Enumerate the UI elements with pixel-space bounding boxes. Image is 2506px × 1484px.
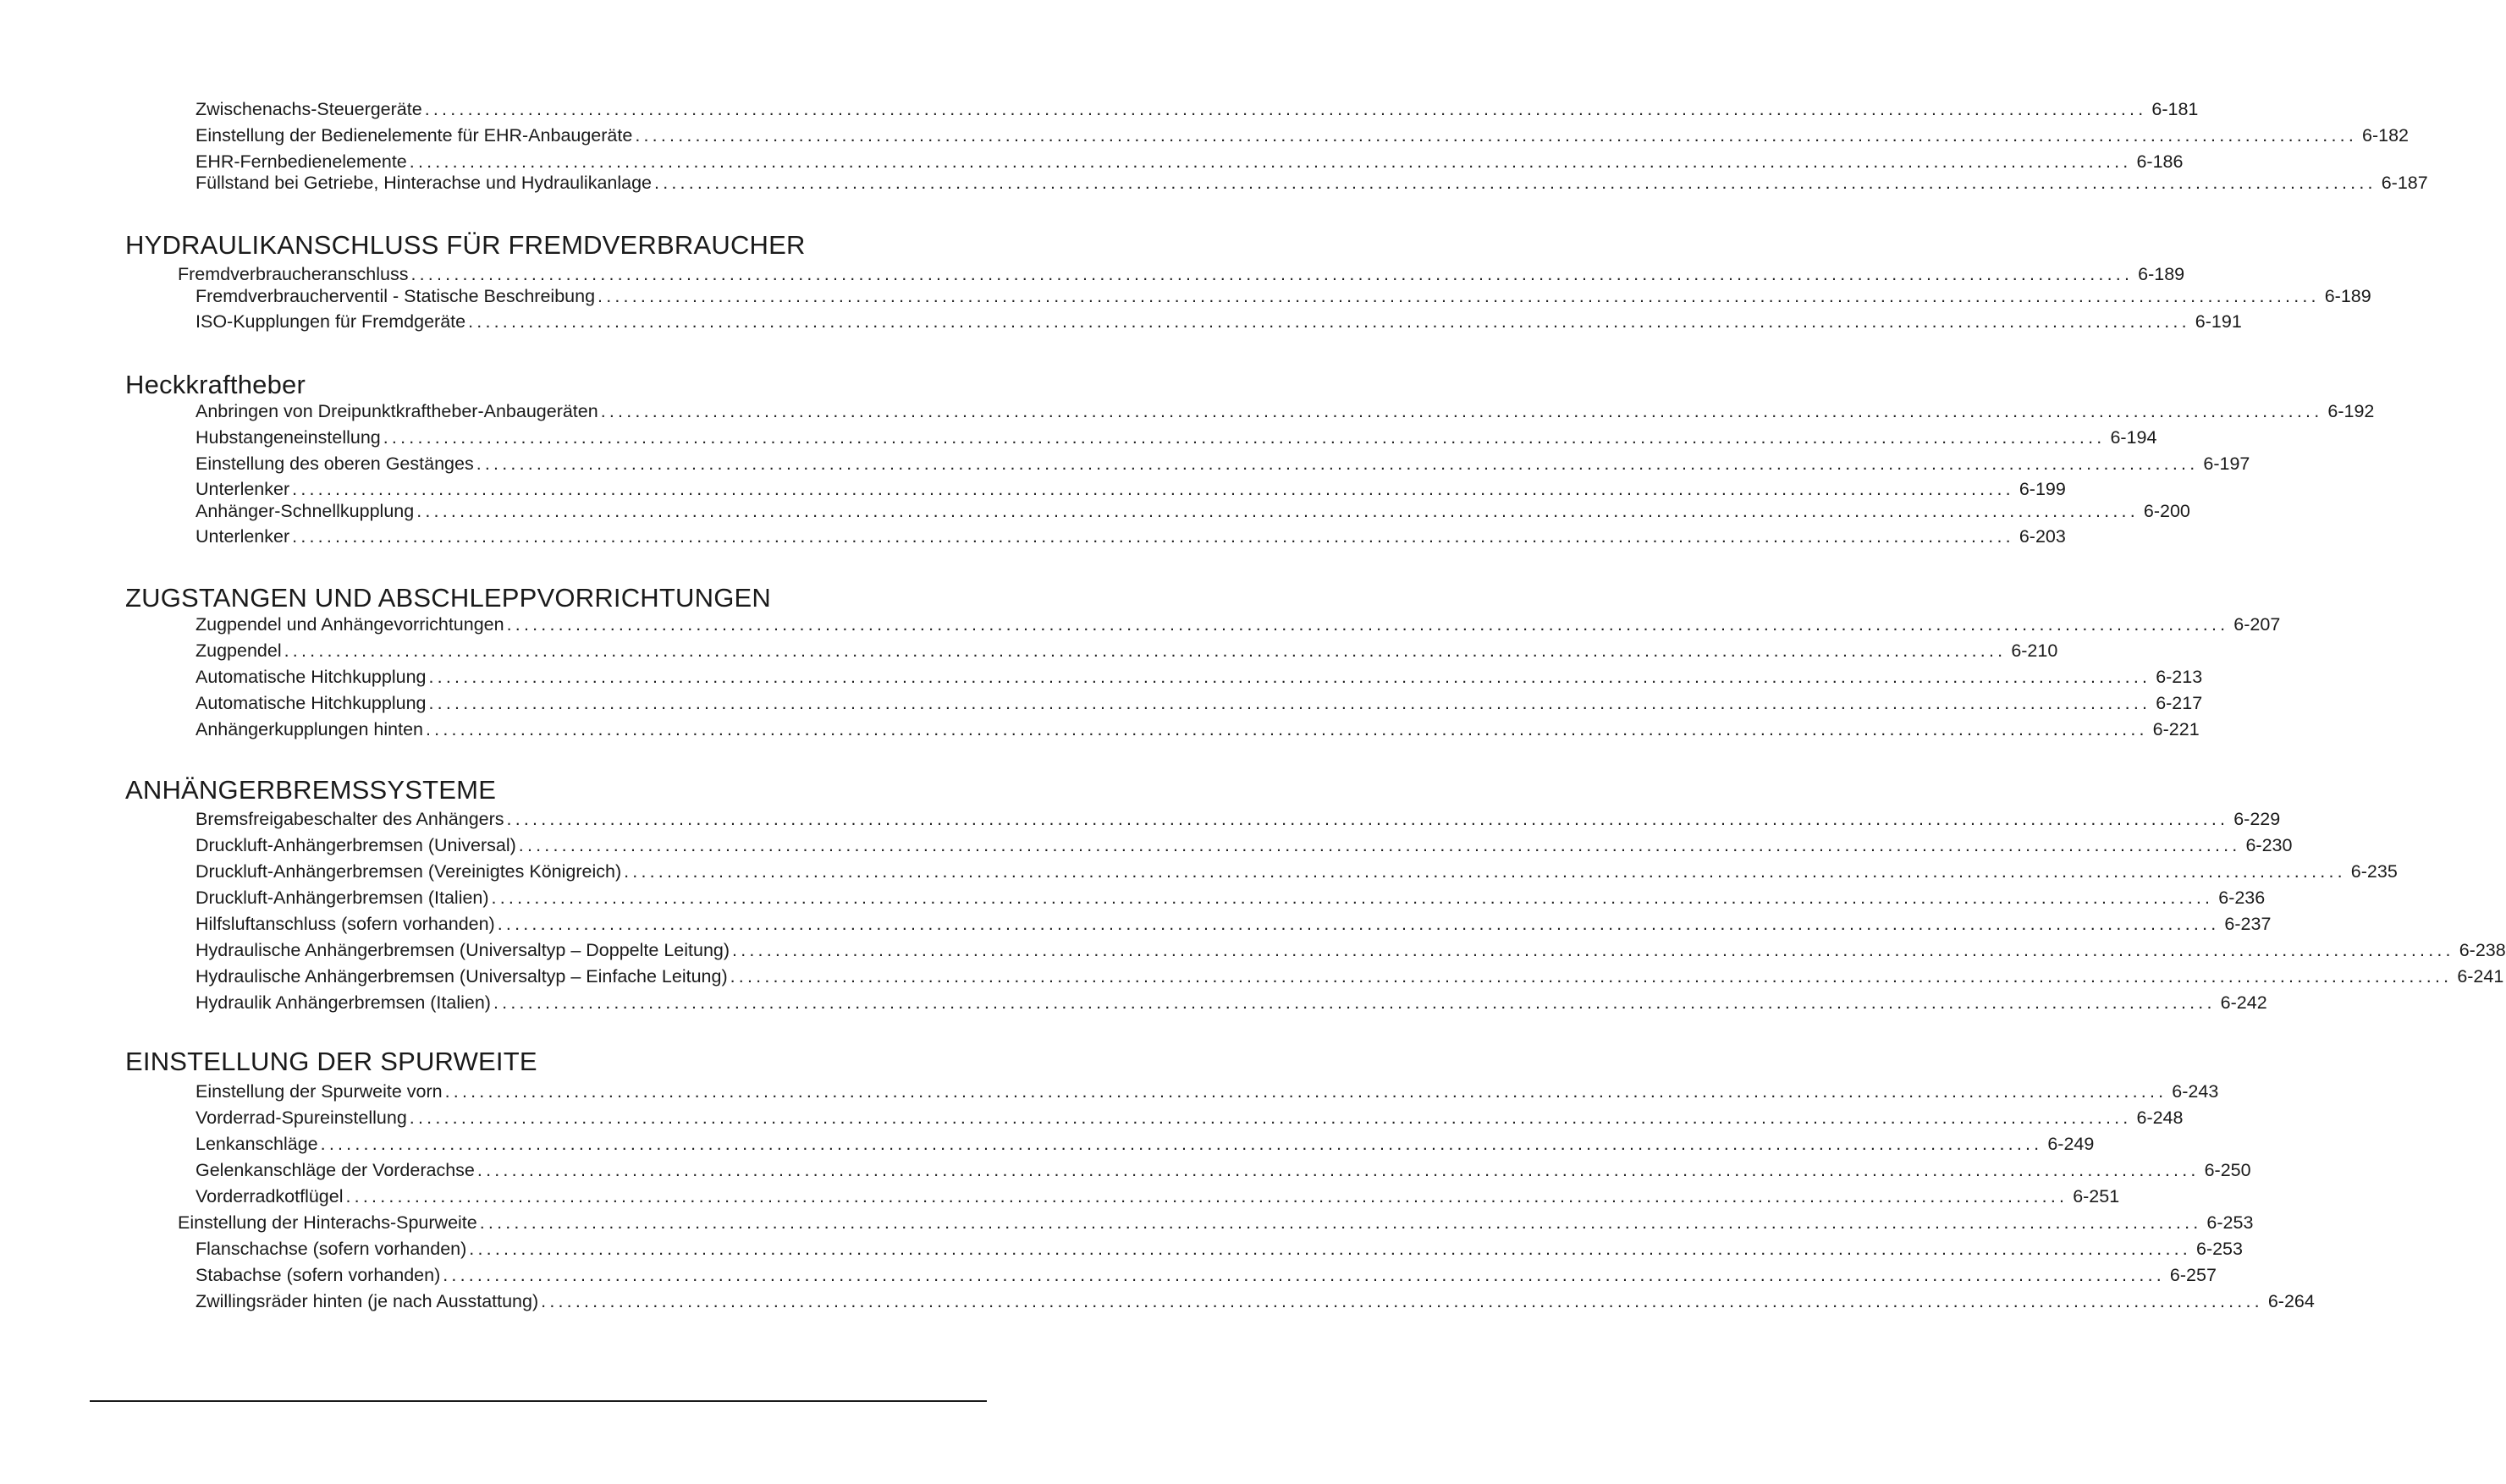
toc-entry[interactable] [196, 124, 2410, 146]
dot-leader: ........................................................................................................................................................................................................ [732, 940, 2454, 960]
toc-entry-page: 6-241 [2457, 966, 2504, 987]
dot-leader: ........................................................................................................................................................................................................ [598, 286, 2320, 306]
toc-entry-title: Druckluft-Anhängerbremsen (Vereinigtes Königreich) [196, 861, 622, 882]
toc-entry-title: Füllstand bei Getriebe, Hinterachse und Hydraulikanlage [196, 173, 653, 193]
toc-entry-title: Anbringen von Dreipunktkraftheber-Anbaugeräten [196, 401, 598, 421]
toc-entry[interactable] [196, 400, 2375, 422]
toc-entry-page: 6-187 [2381, 173, 2428, 193]
toc-entry-page: 6-181 [2151, 99, 2199, 119]
toc-entry-title: Vorderradkotflügel [196, 1186, 344, 1206]
toc-entry[interactable] [196, 939, 2506, 961]
toc-entry-page: 6-250 [2204, 1160, 2251, 1180]
toc-entry-page: 6-253 [2206, 1212, 2254, 1233]
toc-entry-title: Hydraulische Anhängerbremsen (Universaltyp – Doppelte Leitung) [196, 940, 730, 960]
toc-entry-title: Bremsfreigabeschalter des Anhängers [196, 809, 504, 829]
dot-leader: ........................................................................................................................................................................................................ [654, 173, 2377, 193]
toc-entry-page: 6-238 [2459, 940, 2506, 960]
toc-entry[interactable] [196, 718, 2200, 740]
toc-entry-title: Einstellung der Hinterachs-Spurweite [178, 1212, 477, 1233]
toc-entry-page: 6-217 [2156, 693, 2203, 713]
toc-entry-title: Hilfsluftanschluss (sofern vorhanden) [196, 914, 495, 934]
toc-entry-title: Automatische Hitchkupplung [196, 667, 427, 687]
toc-entry-title: Druckluft-Anhängerbremsen (Universal) [196, 835, 516, 855]
dot-leader: ........................................................................................................................................................................................................ [409, 1108, 2132, 1128]
toc-entry-page: 6-197 [2203, 453, 2250, 474]
toc-entry-title: Hydraulische Anhängerbremsen (Universaltyp – Einfache Leitung) [196, 966, 728, 987]
toc-entry-page: 6-189 [2324, 286, 2371, 306]
dot-leader: ........................................................................................................................................................................................................ [416, 501, 2139, 521]
toc-entry-title: Zwischenachs-Steuergeräte [196, 99, 422, 119]
toc-entry[interactable] [196, 1238, 2243, 1260]
toc-entry-page: 6-199 [2019, 479, 2066, 499]
toc-entry[interactable] [196, 172, 2428, 194]
toc-entry[interactable] [196, 453, 2250, 475]
toc-entry[interactable] [196, 525, 2066, 547]
toc-entry-title: Vorderrad-Spureinstellung [196, 1108, 407, 1128]
toc-entry-title: Einstellung der Spurweite vorn [196, 1081, 443, 1102]
dot-leader: ........................................................................................................................................................................................................ [479, 1212, 2202, 1233]
dot-leader: ........................................................................................................................................................................................................ [424, 99, 2147, 119]
toc-entry-title: Hydraulik Anhängerbremsen (Italien) [196, 992, 491, 1013]
toc-entry[interactable] [196, 992, 2267, 1014]
toc-entry-title: Zugpendel [196, 640, 282, 661]
dot-leader: ........................................................................................................................................................................................................ [469, 1239, 2191, 1259]
dot-leader: ........................................................................................................................................................................................................ [292, 526, 2014, 547]
toc-entry[interactable] [196, 1185, 2120, 1207]
toc-entry[interactable] [196, 834, 2293, 856]
toc-entry-page: 6-264 [2267, 1291, 2315, 1311]
dot-leader: ........................................................................................................................................................................................................ [410, 264, 2134, 284]
section-heading: ANHÄNGERBREMSSYSTEME [125, 775, 497, 805]
toc-entry-title: Druckluft-Anhängerbremsen (Italien) [196, 888, 489, 908]
toc-entry-title: EHR-Fernbedienelemente [196, 151, 407, 172]
dot-leader: ........................................................................................................................................................................................................ [444, 1081, 2167, 1102]
toc-entry[interactable] [196, 1264, 2217, 1286]
toc-entry[interactable] [196, 640, 2058, 662]
toc-entry[interactable] [178, 263, 2185, 285]
dot-leader: ........................................................................................................................................................................................................ [506, 614, 2229, 635]
toc-entry-page: 6-257 [2169, 1265, 2217, 1285]
toc-entry[interactable] [196, 808, 2281, 830]
toc-entry-title: Automatische Hitchkupplung [196, 693, 427, 713]
toc-entry-title: Anhänger-Schnellkupplung [196, 501, 415, 521]
dot-leader: ........................................................................................................................................................................................................ [518, 835, 2241, 855]
dot-leader: ........................................................................................................................................................................................................ [428, 667, 2151, 687]
footer-rule [90, 1400, 987, 1402]
toc-entry-page: 6-221 [2152, 719, 2200, 739]
toc-entry[interactable] [196, 151, 2184, 173]
toc-entry[interactable] [178, 1212, 2254, 1234]
toc-entry-page: 6-248 [2136, 1108, 2184, 1128]
toc-entry-page: 6-235 [2350, 861, 2398, 882]
dot-leader: ........................................................................................................................................................................................................ [600, 401, 2323, 421]
toc-entry[interactable] [196, 311, 2242, 333]
toc-entry-title: Fremdverbraucheranschluss [178, 264, 409, 284]
dot-leader: ........................................................................................................................................................................................................ [635, 125, 2358, 146]
toc-entry-title: Anhängerkupplungen hinten [196, 719, 423, 739]
dot-leader: ........................................................................................................................................................................................................ [624, 861, 2346, 882]
toc-entry-title: Unterlenker [196, 526, 290, 547]
toc-entry-page: 6-203 [2019, 526, 2066, 547]
toc-entry[interactable] [196, 1107, 2184, 1129]
toc-entry[interactable] [196, 98, 2199, 120]
toc-entry-page: 6-213 [2156, 667, 2203, 687]
toc-entry-page: 6-236 [2218, 888, 2266, 908]
toc-entry-title: Gelenkanschläge der Vorderachse [196, 1160, 475, 1180]
toc-entry[interactable] [196, 1080, 2219, 1102]
section-heading: EINSTELLUNG DER SPURWEITE [125, 1047, 537, 1076]
section-heading: ZUGSTANGEN UND ABSCHLEPPVORRICHTUNGEN [125, 583, 771, 613]
toc-entry-title: Lenkanschläge [196, 1134, 318, 1154]
dot-leader: ........................................................................................................................................................................................................ [292, 479, 2014, 499]
toc-entry[interactable] [196, 1290, 2315, 1312]
toc-entry[interactable] [196, 478, 2066, 500]
toc-entry-page: 6-251 [2073, 1186, 2120, 1206]
toc-entry-page: 6-242 [2220, 992, 2267, 1013]
toc-entry-page: 6-186 [2136, 151, 2184, 172]
toc-entry-title: Einstellung der Bedienelemente für EHR-Anbaugeräte [196, 125, 633, 146]
dot-leader: ........................................................................................................................................................................................................ [541, 1291, 2263, 1311]
dot-leader: ........................................................................................................................................................................................................ [345, 1186, 2068, 1206]
section-heading: HYDRAULIKANSCHLUSS FÜR FREMDVERBRAUCHER [125, 230, 806, 260]
toc-entry[interactable] [196, 613, 2281, 635]
toc-entry-page: 6-200 [2143, 501, 2190, 521]
dot-leader: ........................................................................................................................................................................................................ [443, 1265, 2165, 1285]
toc-entry-page: 6-243 [2172, 1081, 2219, 1102]
toc-entry-page: 6-230 [2245, 835, 2293, 855]
toc-entry[interactable] [196, 965, 2504, 987]
toc-entry[interactable] [196, 285, 2371, 307]
toc-entry-title: Stabachse (sofern vorhanden) [196, 1265, 441, 1285]
toc-entry-title: Hubstangeneinstellung [196, 427, 381, 448]
toc-entry-page: 6-189 [2138, 264, 2185, 284]
dot-leader: ........................................................................................................................................................................................................ [425, 719, 2148, 739]
toc-entry[interactable] [196, 1133, 2095, 1155]
section-heading: Heckkraftheber [125, 370, 306, 399]
dot-leader: ........................................................................................................................................................................................................ [497, 914, 2220, 934]
toc-entry-title: Fremdverbraucherventil - Statische Beschreibung [196, 286, 596, 306]
dot-leader: ........................................................................................................................................................................................................ [468, 311, 2190, 332]
toc-entry-page: 6-237 [2224, 914, 2272, 934]
toc-entry-title: Zwillingsräder hinten (je nach Ausstattung) [196, 1291, 539, 1311]
dot-leader: ........................................................................................................................................................................................................ [493, 992, 2216, 1013]
toc-entry[interactable] [196, 913, 2272, 935]
dot-leader: ........................................................................................................................................................................................................ [730, 966, 2453, 987]
toc-entry-title: ISO-Kupplungen für Fremdgeräte [196, 311, 466, 332]
toc-entry-page: 6-210 [2011, 640, 2058, 661]
toc-entry-page: 6-229 [2233, 809, 2281, 829]
toc-entry-page: 6-194 [2110, 427, 2157, 448]
toc-entry-title: Einstellung des oberen Gestänges [196, 453, 474, 474]
toc-entry-page: 6-182 [2362, 125, 2410, 146]
toc-entry[interactable] [196, 887, 2266, 909]
dot-leader: ........................................................................................................................................................................................................ [491, 888, 2214, 908]
dot-leader: ........................................................................................................................................................................................................ [284, 640, 2007, 661]
dot-leader: ........................................................................................................................................................................................................ [428, 693, 2151, 713]
dot-leader: ........................................................................................................................................................................................................ [409, 151, 2132, 172]
toc-entry-page: 6-249 [2047, 1134, 2095, 1154]
toc-entry[interactable] [196, 500, 2190, 522]
toc-entry[interactable] [196, 692, 2203, 714]
toc-entry-page: 6-191 [2195, 311, 2242, 332]
dot-leader: ........................................................................................................................................................................................................ [320, 1134, 2043, 1154]
toc-entry[interactable] [196, 1159, 2251, 1181]
toc-entry-page: 6-207 [2233, 614, 2281, 635]
dot-leader: ........................................................................................................................................................................................................ [506, 809, 2229, 829]
dot-leader: ........................................................................................................................................................................................................ [383, 427, 2106, 448]
toc-entry-title: Unterlenker [196, 479, 290, 499]
toc-entry-page: 6-192 [2327, 401, 2375, 421]
toc-entry-page: 6-253 [2195, 1239, 2243, 1259]
toc-entry[interactable] [196, 666, 2203, 688]
toc-entry[interactable] [196, 860, 2398, 882]
toc-entry-title: Zugpendel und Anhängevorrichtungen [196, 614, 504, 635]
toc-entry-title: Flanschachse (sofern vorhanden) [196, 1239, 467, 1259]
dot-leader: ........................................................................................................................................................................................................ [476, 453, 2199, 474]
toc-entry[interactable] [196, 426, 2157, 448]
dot-leader: ........................................................................................................................................................................................................ [476, 1160, 2200, 1180]
